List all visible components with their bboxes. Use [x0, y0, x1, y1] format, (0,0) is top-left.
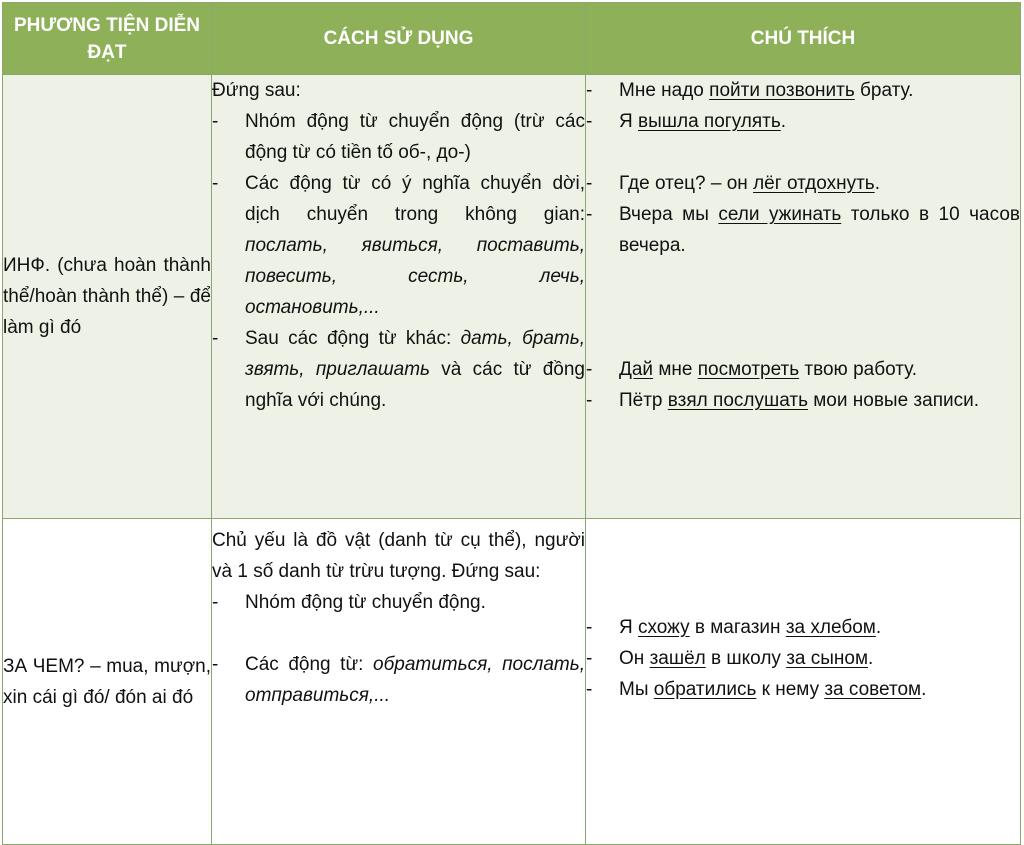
- examples-cell: [586, 519, 1021, 845]
- header-expression-label: PHƯƠNG TIỆN DIỄN ĐẠT: [13, 14, 201, 63]
- usage-cell: [212, 75, 586, 519]
- example-highlight: вышла погулять: [638, 111, 781, 132]
- example-highlight: за сыном: [786, 648, 869, 669]
- header-expression: [3, 3, 212, 75]
- example-item: - Дай мне посмотреть твою работу.: [586, 359, 918, 380]
- example-highlight: взял послушать: [667, 390, 808, 411]
- usage-item-text: Nhóm động từ chuyển động (trừ các động từ có tiền tố об-, до-): [245, 111, 585, 163]
- example-item: - Он зашёл в школу за сыном.: [586, 648, 874, 669]
- expression-text: ИНФ. (chưa hoàn thành thể/hoàn thành thể) – để làm gì đó: [3, 255, 211, 338]
- example-highlight: за хлебом: [785, 617, 876, 638]
- usage-item: - Các động từ có ý nghĩa chuyển dời, dịch chuyển trong không gian: послать, явиться, поставить, повесить, сесть, лечь, остановить,...: [212, 173, 585, 318]
- header-notes-label: CHÚ THÍCH: [750, 28, 856, 49]
- expression-text: ЗА ЧЕМ? – mua, mượn, xin cái gì đó/ đón ai đó: [3, 655, 211, 708]
- header-usage-label: CÁCH SỬ DỤNG: [323, 28, 474, 49]
- header-row: [3, 3, 1021, 75]
- example-item: - Вчера мы сели ужинать только в 10 часов вечера.: [586, 204, 1020, 256]
- example-highlight: обратились: [653, 679, 757, 700]
- usage-item-text: Các động từ:: [245, 654, 374, 675]
- example-item: - Пётр взял послушать мои новые записи.: [586, 390, 979, 411]
- usage-item-text: Các động từ có ý nghĩa chuyển dời, dịch chuyển trong không gian:: [245, 173, 585, 225]
- usage-cell: [212, 519, 586, 845]
- usage-intro: Chủ yếu là đồ vật (danh từ cụ thể), người và 1 số danh từ trừu tượng. Đứng sau:: [212, 530, 585, 582]
- example-highlight: зашёл: [649, 648, 706, 669]
- example-highlight: лёг отдохнуть: [753, 173, 875, 194]
- usage-item-italic: послать, явиться, поставить, повесить, сесть, лечь, остановить,...: [245, 235, 585, 318]
- examples-cell: [586, 75, 1021, 519]
- table-row: [3, 519, 1021, 845]
- usage-item: - Các động từ: обратиться, послать, отправиться,...: [212, 654, 586, 706]
- usage-item: - Nhóm động từ chuyển động (trừ các động từ có tiền tố об-, до-): [212, 106, 585, 168]
- example-highlight: схожу: [638, 617, 690, 638]
- usage-item-text: Sau các động từ khác:: [245, 328, 461, 349]
- header-notes: [586, 3, 1021, 75]
- example-highlight: за советом: [824, 679, 922, 700]
- example-item: - Я схожу в магазин за хлебом.: [586, 617, 882, 638]
- example-item: - Мы обратились к нему за советом.: [586, 679, 927, 700]
- example-item: - Я вышла погулять.: [586, 111, 787, 132]
- usage-item-italic: обратиться, послать, отправиться,...: [245, 654, 586, 706]
- example-highlight: пойти позвонить: [709, 80, 855, 101]
- usage-item: - Sau các động từ khác: дать, брать, звять, приглашать và các từ đồng nghĩa với chúng.: [212, 328, 585, 411]
- usage-intro: Đứng sau:: [212, 80, 301, 101]
- example-highlight: посмотреть: [697, 359, 800, 380]
- example-highlight: Дай: [619, 359, 654, 380]
- example-item: - Мне надо пойти позвонить брату.: [586, 80, 914, 101]
- usage-item-text: và các từ đồng nghĩa với chúng.: [245, 359, 585, 411]
- usage-item: - Nhóm động từ chuyển động.: [212, 587, 585, 618]
- expression-cell: [3, 519, 212, 845]
- table-row: [3, 75, 1021, 519]
- usage-item-text: Nhóm động từ chuyển động.: [245, 592, 486, 613]
- grammar-table: [2, 2, 1021, 845]
- example-item: - Где отец? – он лёг отдохнуть.: [586, 173, 880, 194]
- header-usage: [212, 3, 586, 75]
- usage-item-italic: дать, брать, звять, приглашать: [245, 328, 585, 380]
- example-highlight: сели ужинать: [718, 204, 842, 225]
- expression-cell: [3, 75, 212, 519]
